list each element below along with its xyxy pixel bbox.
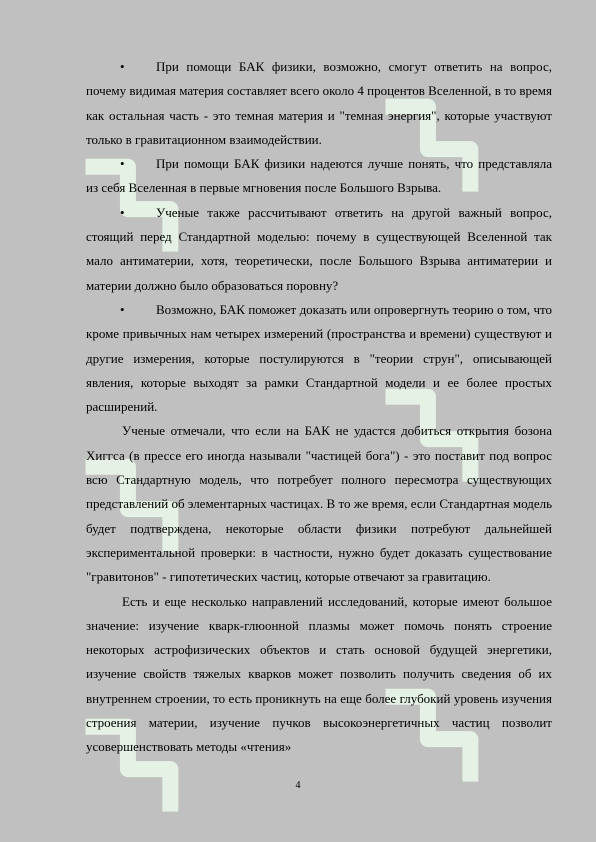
paragraph-text: Ученые также рассчитывают ответить на другой важный вопрос, стоящий перед Стандартной моделью: почему в существующей Вселенной так мало антиматерии, хотя, теоретически, после Большого Взрыва антиматерии и материи должно было образоваться поровну? <box>86 204 552 293</box>
bullet-marker: • <box>120 204 125 220</box>
bullet-marker: • <box>120 156 125 172</box>
bullet-paragraph <box>86 298 552 419</box>
document-body <box>86 55 552 760</box>
page-number: 4 <box>295 780 301 791</box>
bullet-marker: • <box>120 59 125 74</box>
paragraph-text: При помощи БАК физики, возможно, смогут ответить на вопрос, почему видимая материя составляет всего около 4 процентов Вселенной, в то время как остальная часть - это темная материя и "темная энергия", которые участвуют только в гравитационном взаимодействии. <box>86 59 552 147</box>
body-paragraph: Ученые отмечали, что если на БАК не удастся добиться открытия бозона Хиггса (в прессе его иногда называли "частицей бога") - это поставит под вопрос всю Стандартную модель, что потребует полного пересмотра существующих представлений об элементарных частицах. В то же время, если Стандартная модель будет подтверждена, некоторые области физики потребуют дальнейшей экспериментальной проверки: в частности, нужно будет доказать существование "гравитонов" - гипотетических частиц, которые отвечают за гравитацию. <box>86 423 552 585</box>
bullet-marker: • <box>120 301 125 317</box>
bullet-paragraph <box>86 55 552 152</box>
bullet-paragraph <box>86 152 552 201</box>
body-paragraph: Есть и еще несколько направлений исследований, которые имеют большое значение: изучение кварк-глюонной плазмы может помочь понять строение некоторых астрофизических объектов и стать основой будущей энергетики, изучение свойств тяжелых кварков может позволить получить сведения об их внутреннем строении, то есть проникнуть на еще более глубокий уровень изучения строения материи, изучение пучков высокоэнергетичных частиц позволит усовершенствовать методы «чтения» <box>86 593 552 755</box>
bullet-paragraph <box>86 201 552 298</box>
paragraph-text: При помощи БАК физики надеются лучше понять, что представляла из себя Вселенная в первые мгновения после Большого Взрыва. <box>86 156 552 196</box>
paragraph-text: Возможно, БАК поможет доказать или опровергнуть теорию о том, что кроме привычных нам четырех измерений (пространства и времени) существуют и другие измерения, которые постулируются в "теории струн", описывающей явления, которые выходят за рамки Стандартной модели и ее более простых расширений. <box>86 301 552 415</box>
